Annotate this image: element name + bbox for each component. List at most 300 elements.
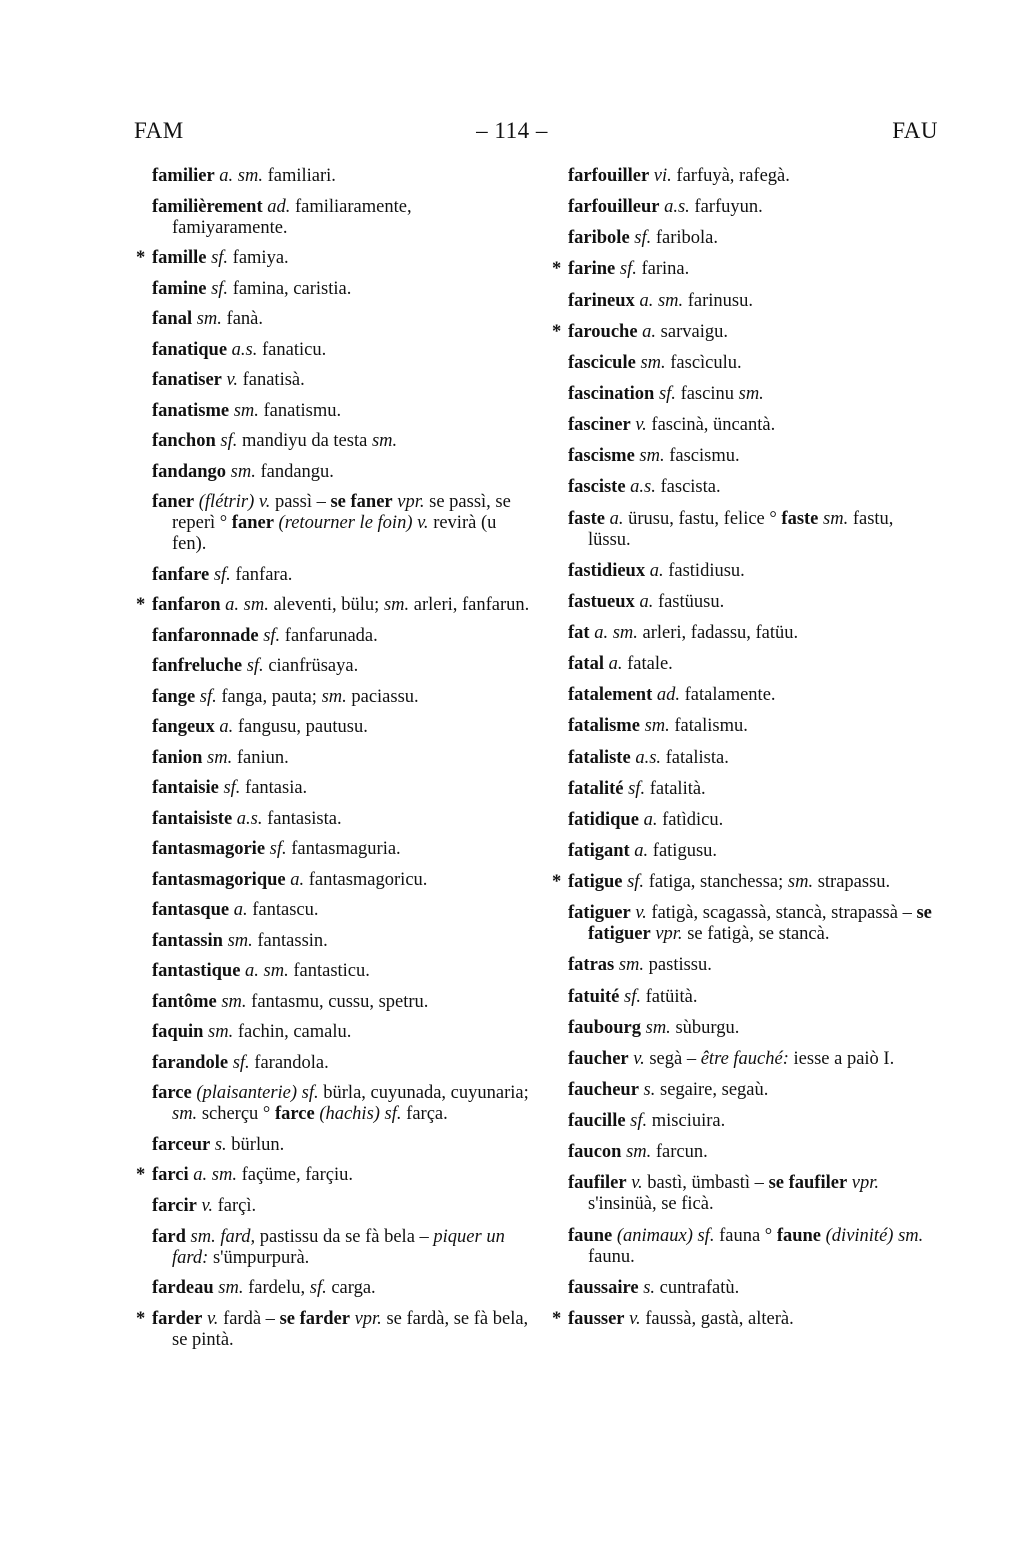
new-word-marker-icon: * <box>552 872 562 893</box>
grammar-label: sm. <box>371 431 398 452</box>
translation-text: faunu. <box>588 1246 635 1267</box>
translation-text: pastissu da se fà bela – <box>255 1226 434 1247</box>
grammar-label: sm. <box>639 446 665 467</box>
grammar-label: sm. <box>218 1278 244 1299</box>
dictionary-entry <box>152 1196 530 1217</box>
grammar-label: sm. <box>196 309 222 330</box>
dictionary-entry <box>568 685 940 706</box>
grammar-label: a. sm. <box>193 1165 237 1186</box>
headword: familièrement <box>152 196 263 217</box>
translation-text: fascista. <box>655 477 721 498</box>
grammar-label: sf. <box>309 1278 327 1299</box>
translation-text: fatalismu. <box>669 716 748 737</box>
dictionary-entry <box>568 1142 940 1163</box>
translation-text: faribola. <box>651 228 719 249</box>
dictionary-entry <box>136 1165 530 1186</box>
grammar-label: vi. <box>653 166 672 186</box>
grammar-label: sf. <box>628 778 646 799</box>
grammar-label: vpr. <box>397 492 425 513</box>
dictionary-entry <box>568 592 940 613</box>
grammar-label: (animaux) sf. <box>616 1225 715 1246</box>
grammar-label: sf. <box>624 986 641 1007</box>
translation-text: mandiyu da testa <box>237 431 372 452</box>
translation-text: fantasmaguria. <box>286 839 401 860</box>
headword: fatalement <box>568 685 653 706</box>
translation-text: familiari. <box>262 166 336 186</box>
headword: faucille <box>568 1111 626 1132</box>
headword: fatalisme <box>568 716 640 737</box>
dictionary-entry <box>152 900 530 921</box>
dictionary-entry <box>152 279 530 300</box>
translation-text: fantascu. <box>247 900 319 921</box>
left-column <box>136 166 530 1351</box>
translation-text: faniun. <box>232 747 289 768</box>
dictionary-entry <box>568 291 940 312</box>
grammar-label: a. <box>634 840 649 861</box>
dictionary-entry <box>152 431 530 452</box>
grammar-label: ad. <box>267 196 291 217</box>
dictionary-entry <box>152 748 530 769</box>
dictionary-entry <box>152 1135 530 1156</box>
grammar-label: sf. <box>213 564 231 585</box>
dictionary-entry <box>152 870 530 891</box>
headword: fantaisie <box>152 778 219 799</box>
headword: faucher <box>568 1048 629 1069</box>
headword: familier <box>152 166 215 186</box>
grammar-label: (plaisanterie) sf. <box>196 1083 319 1104</box>
headword: farandole <box>152 1052 229 1073</box>
translation-text: fatiga, stanchessa; <box>644 872 788 893</box>
translation-text: pastissu. <box>644 955 712 976</box>
headword: faner <box>231 513 274 534</box>
headword: fatal <box>568 654 604 675</box>
grammar-label: sf. <box>627 872 645 893</box>
new-word-marker-icon: * <box>136 1308 146 1329</box>
headword: fanion <box>152 747 203 768</box>
translation-text: fatale. <box>622 654 673 675</box>
headword: fange <box>152 686 196 707</box>
grammar-label: a. sm. <box>245 961 289 982</box>
translation-text: fatìdicu. <box>657 809 724 830</box>
dictionary-entry <box>568 1080 940 1101</box>
headword: fanfreluche <box>152 656 243 677</box>
translation-text: fastüusu. <box>653 591 725 612</box>
grammar-label: vpr. <box>851 1173 880 1194</box>
headword: fastueux <box>568 591 635 612</box>
dictionary-entry <box>152 166 530 187</box>
headword: fatras <box>568 955 615 976</box>
translation-text: segà – <box>644 1048 701 1069</box>
dictionary-entry <box>568 477 940 498</box>
grammar-label: a. <box>609 508 624 529</box>
grammar-label: a.s. <box>664 197 690 218</box>
translation-text: carga. <box>326 1278 376 1299</box>
grammar-label: sf. <box>223 778 241 799</box>
grammar-label: a. <box>643 809 658 830</box>
grammar-label: v. <box>226 370 238 391</box>
grammar-label: a. sm. <box>639 290 684 311</box>
translation-text: fandangu. <box>255 461 334 482</box>
grammar-label: a. <box>649 560 664 581</box>
dictionary-entry <box>152 565 530 586</box>
translation-text: farfuyà, rafegà. <box>671 166 790 186</box>
headword: fasciste <box>568 477 626 498</box>
translation-text: fatüità. <box>640 986 698 1007</box>
dictionary-entry <box>136 595 530 616</box>
dictionary-entry <box>152 992 530 1013</box>
dictionary-entry <box>152 1083 530 1125</box>
translation-text: fanà. <box>221 309 263 330</box>
grammar-label: sm. <box>321 686 347 707</box>
translation-text: fantasista. <box>262 808 342 829</box>
headword: farine <box>568 259 616 280</box>
grammar-label: sm. <box>230 461 256 482</box>
grammar-label: sm. <box>221 991 247 1012</box>
dictionary-entry <box>152 717 530 738</box>
translation-text: famina, caristia. <box>228 278 352 299</box>
translation-text: familiaramente, famiyaramente. <box>172 196 412 238</box>
translation-text: fascinà, üncantà. <box>646 415 776 436</box>
grammar-label: sf. <box>246 656 264 677</box>
headword: fard <box>152 1226 186 1247</box>
dictionary-entry <box>568 716 940 737</box>
dictionary-entry <box>568 654 940 675</box>
grammar-label: sm. <box>626 1142 652 1163</box>
headword: fasciner <box>568 415 631 436</box>
dictionary-entry <box>136 1308 530 1351</box>
dictionary-entry <box>552 321 940 343</box>
translation-text: fascìculu. <box>665 352 742 373</box>
grammar-label: sf. <box>634 228 652 249</box>
headword: fastidieux <box>568 560 646 581</box>
translation-text: fatigà, scagassà, stancà, strapassà – <box>646 903 917 924</box>
headword: farfouilleur <box>568 197 660 218</box>
translation-text: cuntrafatù. <box>655 1277 740 1298</box>
dictionary-entry <box>152 197 530 239</box>
translation-text: aleventi, bülu; <box>268 595 384 616</box>
headword: fantastique <box>152 961 241 982</box>
grammar-label: vpr. <box>354 1308 382 1329</box>
translation-text: passì – <box>270 492 331 513</box>
translation-text: fardelu, <box>243 1278 310 1299</box>
headword: se faner <box>330 492 393 513</box>
translation-text: farça. <box>401 1104 448 1125</box>
translation-text: arleri, fadassu, fatüu. <box>637 622 799 643</box>
grammar-label: a. sm. <box>219 166 263 186</box>
grammar-label: sf. <box>211 278 229 299</box>
translation-text: fanga, pauta; <box>216 686 322 707</box>
headword: fausser <box>568 1308 625 1329</box>
dictionary-entry <box>568 1018 940 1039</box>
new-word-marker-icon: * <box>136 1165 146 1186</box>
dictionary-entry <box>152 370 530 391</box>
translation-text: fatalista. <box>661 747 729 768</box>
translation-text: fanatisà. <box>237 370 305 391</box>
dictionary-entry <box>568 1278 940 1299</box>
grammar-label: a.s. <box>635 747 662 768</box>
headword: farceur <box>152 1134 211 1155</box>
grammar-label: sf. <box>619 259 637 280</box>
translation-text: fauna ° <box>714 1225 777 1246</box>
translation-text: fardà – <box>218 1308 280 1329</box>
dictionary-entry <box>568 166 940 187</box>
new-word-marker-icon: * <box>552 259 562 280</box>
translation-text: fantasia. <box>240 778 308 799</box>
grammar-label: a. <box>639 591 654 612</box>
translation-text: se fatigà, se stancà. <box>682 924 830 945</box>
headword: fanfaron <box>152 595 221 616</box>
headword: faste <box>781 508 819 529</box>
dictionary-entry <box>152 931 530 952</box>
headword: fantasque <box>152 900 230 921</box>
right-column <box>552 166 940 1330</box>
translation-text: fastidiusu. <box>663 560 745 581</box>
grammar-label: a. sm. <box>225 595 269 616</box>
header-left-guideword: FAM <box>134 118 184 143</box>
translation-text: farinusu. <box>683 290 753 311</box>
dictionary-entry <box>568 623 940 644</box>
headword: fardeau <box>152 1278 214 1299</box>
dictionary-entry <box>152 839 530 860</box>
translation-text: arleri, fanfarun. <box>409 595 530 616</box>
headword: fanfaronnade <box>152 625 259 646</box>
grammar-label: sf. <box>630 1111 648 1132</box>
dictionary-entry <box>568 446 940 467</box>
header-right-guideword: FAU <box>892 118 938 143</box>
translation-text: cianfrüsaya. <box>263 656 359 677</box>
dictionary-entry <box>568 841 940 862</box>
page-number: – 114 – <box>476 118 548 143</box>
grammar-label: a.s. <box>236 808 263 829</box>
translation-text: fantasmagoricu. <box>304 869 428 890</box>
headword: faussaire <box>568 1277 639 1298</box>
translation-text: farçì. <box>212 1195 257 1216</box>
grammar-label: s. <box>214 1134 227 1155</box>
grammar-label: piquer un fard: <box>172 1226 505 1268</box>
grammar-label: sm. <box>640 352 666 373</box>
translation-text: sùburgu. <box>670 1017 740 1038</box>
dictionary-entry <box>152 492 530 555</box>
translation-text: fantassin. <box>252 930 328 951</box>
grammar-label: sm. <box>208 1022 234 1043</box>
translation-text: se fardà, se fà bela, se pintà. <box>172 1308 529 1350</box>
dictionary-entry <box>152 809 530 830</box>
grammar-label: sm. <box>618 955 645 976</box>
grammar-label: (hachis) sf. <box>319 1104 402 1125</box>
translation-text: ürusu, fastu, felice ° <box>623 508 782 529</box>
grammar-label: sm. <box>644 716 670 737</box>
headword: fatuité <box>568 986 620 1007</box>
new-word-marker-icon: * <box>552 1308 562 1329</box>
grammar-label: sf. <box>269 839 287 860</box>
grammar-label: v. <box>631 1173 643 1194</box>
translation-text: paciassu. <box>346 686 419 707</box>
headword: fat <box>568 622 590 643</box>
headword: farfouiller <box>568 166 650 186</box>
translation-text: misciuira. <box>647 1111 726 1132</box>
grammar-label: v. <box>629 1308 641 1329</box>
translation-text: fascismu. <box>664 446 740 467</box>
headword: fataliste <box>568 747 631 768</box>
translation-text: fachin, camalu. <box>233 1022 352 1043</box>
dictionary-entry <box>568 561 940 582</box>
headword: se faufiler <box>768 1173 848 1194</box>
grammar-label: (flétrir) v. <box>198 492 271 513</box>
translation-text: bastì, ümbastì – <box>642 1173 769 1194</box>
headword: fascisme <box>568 446 635 467</box>
grammar-label: sm. <box>738 383 764 404</box>
grammar-label: sm. <box>787 872 814 893</box>
dictionary-entry <box>568 197 940 218</box>
headword: fanal <box>152 309 193 330</box>
headword: faucheur <box>568 1079 639 1100</box>
translation-text: fanaticu. <box>257 339 327 360</box>
headword: faner <box>152 492 195 513</box>
grammar-label: sf. <box>220 431 238 452</box>
translation-text: strapassu. <box>813 872 891 893</box>
translation-text: façüme, farçiu. <box>236 1165 354 1186</box>
grammar-label: sf. <box>232 1052 250 1073</box>
grammar-label: v. <box>201 1195 213 1216</box>
translation-text: fanfarunada. <box>280 625 378 646</box>
translation-text: segaire, segaù. <box>655 1079 769 1100</box>
grammar-label: a. <box>290 869 305 890</box>
headword: faune <box>776 1225 822 1246</box>
grammar-label: sm. <box>227 930 253 951</box>
dictionary-entry <box>552 259 940 280</box>
dictionary-entry <box>152 656 530 677</box>
translation-text: se passì, se reperì ° <box>172 492 511 534</box>
grammar-label: sm. fard, <box>190 1226 256 1247</box>
dictionary-entry <box>568 384 940 405</box>
translation-text: fatigusu. <box>648 840 718 861</box>
dictionary-entry <box>152 626 530 647</box>
grammar-label: sf. <box>211 248 229 269</box>
translation-text: fatalità. <box>645 778 706 799</box>
dictionary-entry <box>152 462 530 483</box>
grammar-label: sf. <box>263 625 281 646</box>
headword: farci <box>152 1165 189 1186</box>
headword: farce <box>152 1083 192 1104</box>
grammar-label: s. <box>643 1277 656 1298</box>
dictionary-entry <box>152 309 530 330</box>
translation-text: s'ümpurpurà. <box>208 1247 310 1268</box>
dictionary-entry <box>568 955 940 976</box>
headword: fascicule <box>568 352 636 373</box>
translation-text: bürla, cuyunada, cuyunaria; <box>318 1083 529 1104</box>
dictionary-entry <box>568 987 940 1008</box>
dictionary-entry <box>568 903 940 945</box>
dictionary-entry <box>568 1173 940 1215</box>
dictionary-entry <box>152 1022 530 1043</box>
dictionary-entry <box>568 1226 940 1268</box>
headword: fantôme <box>152 991 217 1012</box>
dictionary-entry <box>568 779 940 800</box>
grammar-label: v. <box>635 903 647 924</box>
grammar-label: être fauché: <box>700 1048 789 1069</box>
headword: fantasmagorique <box>152 869 286 890</box>
headword: se farder <box>279 1308 350 1329</box>
grammar-label: v. <box>206 1308 219 1329</box>
dictionary-entry <box>568 353 940 374</box>
grammar-label: a.s. <box>231 339 258 360</box>
translation-text: farina. <box>636 259 690 280</box>
grammar-label: a. <box>642 321 657 342</box>
grammar-label: sm. <box>172 1104 198 1125</box>
translation-text: farcun. <box>651 1142 708 1163</box>
grammar-label: (retourner le foin) v. <box>278 513 429 534</box>
headword: fanatique <box>152 339 228 360</box>
headword: se fatiguer <box>588 903 932 945</box>
dictionary-entry <box>152 1278 530 1299</box>
grammar-label: sf. <box>658 383 676 404</box>
headword: fanatiser <box>152 370 222 391</box>
headword: fantassin <box>152 930 223 951</box>
headword: fatidique <box>568 809 639 830</box>
headword: fatigue <box>568 872 623 893</box>
translation-text: fantasmu, cussu, spetru. <box>246 991 429 1012</box>
dictionary-entry <box>152 687 530 708</box>
dictionary-entry <box>152 778 530 799</box>
headword: fanchon <box>152 431 216 452</box>
dictionary-entry <box>552 1308 940 1330</box>
headword: farce <box>274 1104 315 1125</box>
headword: faribole <box>568 228 630 249</box>
dictionary-entry <box>568 748 940 769</box>
translation-text: fanatismu. <box>258 400 342 421</box>
grammar-label: a. sm. <box>594 622 638 643</box>
grammar-label: v. <box>635 415 647 436</box>
new-word-marker-icon: * <box>136 248 146 269</box>
translation-text: faussà, gastà, alterà. <box>640 1308 794 1329</box>
dictionary-entry <box>568 1049 940 1070</box>
translation-text: scherçu ° <box>197 1104 275 1125</box>
headword: fantaisiste <box>152 808 233 829</box>
grammar-label: a.s. <box>630 477 656 498</box>
translation-text: farfuyun. <box>689 197 763 218</box>
headword: faubourg <box>568 1017 641 1038</box>
translation-text: fanfara. <box>230 564 293 585</box>
grammar-label: (divinité) sm. <box>825 1225 924 1246</box>
translation-text: fatalamente. <box>680 685 776 706</box>
translation-text: fastu, lüssu. <box>588 508 894 550</box>
headword: fangeux <box>152 717 215 738</box>
translation-text: fangusu, pautusu. <box>233 717 368 738</box>
dictionary-entry <box>152 340 530 361</box>
grammar-label: sm. <box>233 400 259 421</box>
headword: fandango <box>152 461 227 482</box>
translation-text: fantasticu. <box>288 961 370 982</box>
grammar-label: vpr. <box>655 924 683 945</box>
dictionary-entry <box>552 872 940 893</box>
headword: faste <box>568 508 605 529</box>
grammar-label: s. <box>643 1079 656 1100</box>
grammar-label: sm. <box>383 595 410 616</box>
new-word-marker-icon: * <box>136 595 146 616</box>
grammar-label: ad. <box>656 685 680 706</box>
headword: faune <box>568 1225 613 1246</box>
headword: faufiler <box>568 1173 627 1194</box>
headword: fantasmagorie <box>152 839 266 860</box>
headword: farcir <box>152 1195 197 1216</box>
headword: fatigant <box>568 840 630 861</box>
translation-text: fascinu <box>675 383 739 404</box>
headword: fanatisme <box>152 400 230 421</box>
dictionary-entry <box>152 401 530 422</box>
translation-text: revirà (u fen). <box>172 513 497 555</box>
dictionary-entry <box>152 1053 530 1074</box>
headword: farouche <box>568 321 638 342</box>
